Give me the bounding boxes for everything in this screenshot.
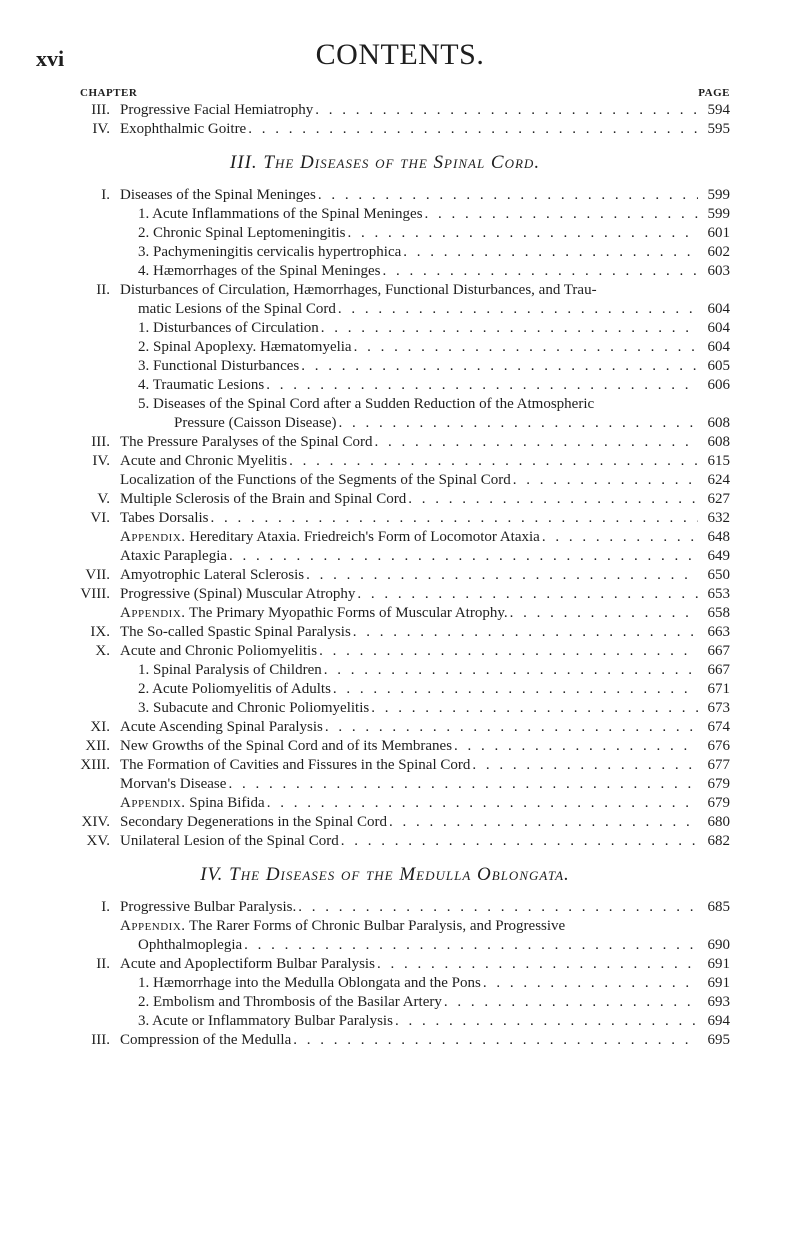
entry-final-line (120, 813, 730, 832)
page-ref: 594 (707, 102, 730, 118)
entry-body (120, 794, 730, 813)
entry-body (120, 955, 730, 974)
entry-title: Unilateral Lesion of the Spinal Cord (120, 833, 339, 849)
entry-final-line (120, 433, 730, 452)
page-ref: 679 (707, 776, 730, 792)
page-ref: 604 (707, 301, 730, 317)
dot-leader (444, 993, 698, 1012)
entry-final-line (120, 794, 730, 813)
chapter-number: VIII. (80, 586, 110, 602)
entry-final-line (120, 756, 730, 775)
entry-title: The Formation of Cavities and Fissures in the Spinal Cord (120, 757, 471, 773)
page-ref: 679 (707, 795, 730, 811)
entry-title: 4. Hæmorrhages of the Spinal Meninges (138, 263, 381, 279)
entry-body (138, 243, 730, 262)
entry-title: The So-called Spastic Spinal Paralysis (120, 624, 351, 640)
toc-entry (80, 186, 730, 205)
page-ref: 599 (707, 187, 730, 203)
dot-leader (228, 775, 698, 794)
entry-final-line (120, 490, 730, 509)
toc-entry (80, 661, 730, 680)
chapter-number: I. (101, 187, 110, 203)
table-of-contents (80, 101, 730, 1050)
entry-title: 3. Pachymeningitis cervicalis hypertrophica (138, 244, 402, 260)
dot-leader (454, 737, 698, 756)
chapter-number: IV. (92, 453, 110, 469)
page-ref: 694 (707, 1013, 730, 1029)
dot-leader (321, 319, 698, 338)
entry-title: Acute and Apoplectiform Bulbar Paralysis (120, 956, 375, 972)
entry-title: 1. Spinal Paralysis of Children (138, 662, 322, 678)
entry-body (120, 585, 730, 604)
entry-body (138, 224, 730, 243)
toc-entry (80, 718, 730, 737)
entry-final-line (138, 993, 730, 1012)
entry-final-line (120, 898, 730, 917)
entry-title: 1. Hæmorrhage into the Medulla Oblongata and the Pons (138, 975, 481, 991)
entry-final-line (138, 699, 730, 718)
dot-leader (374, 433, 698, 452)
entry-title: Appendix. Spina Bifida (120, 795, 265, 811)
dot-leader (382, 262, 698, 281)
entry-body (120, 509, 730, 528)
entry-body (138, 376, 730, 395)
entry-final-line (120, 1031, 730, 1050)
toc-entry (80, 737, 730, 756)
page-ref: 693 (707, 994, 730, 1010)
chapter-number: XIV. (81, 814, 110, 830)
entry-final-line (120, 547, 730, 566)
dot-leader (425, 205, 698, 224)
dot-leader (483, 974, 698, 993)
dot-leader (301, 357, 698, 376)
entry-title: 2. Spinal Apoplexy. Hæmatomyelia (138, 339, 352, 355)
toc-entry (80, 547, 730, 566)
toc-entry (80, 471, 730, 490)
toc-entry (80, 813, 730, 832)
dot-leader (211, 509, 698, 528)
dot-leader (338, 414, 698, 433)
entry-title: The Pressure Paralyses of the Spinal Cord (120, 434, 373, 450)
entry-body (138, 205, 730, 224)
toc-entry (80, 832, 730, 851)
page-ref: 671 (707, 681, 730, 697)
toc-entry (80, 262, 730, 281)
entry-final-line (138, 680, 730, 699)
entry-title: Localization of the Functions of the Segments of the Spinal Cord (120, 472, 511, 488)
page-ref: 673 (707, 700, 730, 716)
chapter-number: VII. (85, 567, 110, 583)
toc-entry (80, 101, 730, 120)
dot-leader (338, 300, 698, 319)
page-ref: 608 (707, 415, 730, 431)
entry-title: Ataxic Paraplegia (120, 548, 228, 564)
appendix-label: Appendix. (120, 918, 186, 934)
dot-leader (341, 832, 698, 851)
page-ref: 602 (707, 244, 730, 260)
entry-body (120, 120, 730, 139)
entry-final-line (120, 623, 730, 642)
entry-title: Acute Ascending Spinal Paralysis (120, 719, 323, 735)
dot-leader (318, 186, 698, 205)
entry-final-line (138, 205, 730, 224)
entry-final-line (138, 661, 730, 680)
entry-final-line (120, 471, 730, 490)
entry-title: Diseases of the Spinal Meninges (120, 187, 316, 203)
entry-final-line (120, 955, 730, 974)
entry-body (120, 433, 730, 452)
dot-leader (298, 898, 698, 917)
toc-entry (80, 756, 730, 775)
section-heading: IV. The Diseases of the Medulla Oblongata. (200, 864, 570, 885)
page-ref: 603 (707, 263, 730, 279)
entry-body (138, 661, 730, 680)
entry-title: Acute and Chronic Myelitis (120, 453, 288, 469)
entry-final-line (138, 262, 730, 281)
page-ref: 695 (707, 1032, 730, 1048)
entry-body (120, 832, 730, 851)
entry-final-line (120, 528, 730, 547)
page-ref: 691 (707, 956, 730, 972)
section-heading: III. The Diseases of the Spinal Cord. (229, 152, 541, 173)
entry-title: New Growths of the Spinal Cord and of its Membranes (120, 738, 453, 754)
entry-final-line (138, 414, 730, 433)
entry-text-line: 5. Diseases of the Spinal Cord after a Sudden Reduction of the Atmospheric (138, 396, 595, 412)
page-ref: 601 (707, 225, 730, 241)
dot-leader (377, 955, 698, 974)
entry-final-line (138, 243, 730, 262)
toc-entry (80, 376, 730, 395)
entry-final-line (120, 101, 730, 120)
chapter-number: XII. (85, 738, 110, 754)
page-ref: 615 (707, 453, 730, 469)
entry-body (120, 547, 730, 566)
toc-entry (80, 955, 730, 974)
appendix-label: Appendix. (120, 605, 186, 621)
entry-body (138, 974, 730, 993)
entry-final-line (120, 775, 730, 794)
entry-title: 3. Subacute and Chronic Poliomyelitis (138, 700, 370, 716)
page-ref: 674 (707, 719, 730, 735)
toc-entry (80, 1012, 730, 1031)
entry-final-line (120, 509, 730, 528)
chapter-number: X. (95, 643, 110, 659)
toc-entry (80, 528, 730, 547)
page-ref: 599 (707, 206, 730, 222)
dot-leader (347, 224, 698, 243)
entry-title: Compression of the Medulla (120, 1032, 292, 1048)
entry-final-line (138, 1012, 730, 1031)
toc-entry (80, 680, 730, 699)
entry-body (138, 680, 730, 699)
toc-entry (80, 794, 730, 813)
toc-entry (80, 338, 730, 357)
chapter-number: XI. (90, 719, 110, 735)
entry-body (120, 186, 730, 205)
dot-leader (289, 452, 698, 471)
entry-title: Pressure (Caisson Disease) (174, 415, 337, 431)
toc-entry (80, 205, 730, 224)
dot-leader (353, 623, 698, 642)
entry-title: Progressive Facial Hemiatrophy (120, 102, 314, 118)
dot-leader (315, 101, 698, 120)
entry-body (120, 737, 730, 756)
entry-final-line (120, 642, 730, 661)
page-ref: 691 (707, 975, 730, 991)
toc-entry (80, 395, 730, 433)
entry-body (120, 775, 730, 794)
toc-entry (80, 243, 730, 262)
entry-final-line (120, 452, 730, 471)
dot-leader (472, 756, 698, 775)
toc-entry (80, 224, 730, 243)
entry-final-line (138, 974, 730, 993)
entry-title: 2. Chronic Spinal Leptomeningitis (138, 225, 346, 241)
entry-body (120, 1031, 730, 1050)
page-number: xvi (36, 46, 65, 71)
entry-title: 2. Acute Poliomyelitis of Adults (138, 681, 331, 697)
page-ref: 604 (707, 339, 730, 355)
entry-body (120, 281, 730, 319)
chapter-number: VI. (90, 510, 110, 526)
chapter-number: IV. (92, 121, 110, 137)
toc-entry (80, 699, 730, 718)
entry-final-line (120, 718, 730, 737)
entry-title: 2. Embolism and Thrombosis of the Basilar Artery (138, 994, 442, 1010)
toc-entry (80, 917, 730, 955)
entry-title: Multiple Sclerosis of the Brain and Spinal Cord (120, 491, 407, 507)
chapter-number: IX. (90, 624, 110, 640)
appendix-label: Appendix. (120, 795, 186, 811)
entry-text-line: Appendix. The Rarer Forms of Chronic Bulbar Paralysis, and Progressive (120, 918, 566, 934)
page-ref: 605 (707, 358, 730, 374)
entry-title: Progressive Bulbar Paralysis. (120, 899, 297, 915)
entry-title: 1. Acute Inflammations of the Spinal Meninges (138, 206, 423, 222)
chapter-number: III. (91, 102, 110, 118)
entry-final-line (138, 338, 730, 357)
chapter-column-header: CHAPTER (80, 87, 138, 99)
chapter-number: XIII. (80, 757, 110, 773)
toc-entry (80, 623, 730, 642)
toc-entry (80, 452, 730, 471)
toc-entry (80, 566, 730, 585)
toc-entry (80, 509, 730, 528)
entry-final-line (120, 604, 730, 623)
toc-entry (80, 319, 730, 338)
toc-entry (80, 1031, 730, 1050)
toc-entry (80, 974, 730, 993)
entry-title: Tabes Dorsalis (120, 510, 209, 526)
page-ref: 649 (707, 548, 730, 564)
toc-entry (80, 490, 730, 509)
toc-entry (80, 357, 730, 376)
entry-body (120, 623, 730, 642)
entry-final-line (138, 319, 730, 338)
toc-entry (80, 120, 730, 139)
dot-leader (513, 471, 698, 490)
entry-body (138, 357, 730, 376)
dot-leader (408, 490, 698, 509)
entry-title: matic Lesions of the Spinal Cord (138, 301, 336, 317)
entry-body (120, 718, 730, 737)
dot-leader (244, 936, 698, 955)
entry-body (120, 566, 730, 585)
entry-body (120, 917, 730, 955)
page-ref: 690 (707, 937, 730, 953)
chapter-number: V. (97, 491, 110, 507)
chapter-number: I. (101, 899, 110, 915)
dot-leader (403, 243, 698, 262)
page-ref: 648 (707, 529, 730, 545)
entry-final-line (120, 120, 730, 139)
dot-leader (510, 604, 698, 623)
entry-final-line (138, 357, 730, 376)
dot-leader (293, 1031, 698, 1050)
entry-title: 3. Functional Disturbances (138, 358, 300, 374)
entry-title: Progressive (Spinal) Muscular Atrophy (120, 586, 356, 602)
dot-leader (542, 528, 698, 547)
entry-final-line (120, 585, 730, 604)
dot-leader (371, 699, 698, 718)
entry-title: 4. Traumatic Lesions (138, 377, 265, 393)
page-header (0, 34, 800, 74)
page-ref: 606 (707, 377, 730, 393)
entry-body (120, 490, 730, 509)
entry-body (120, 471, 730, 490)
entry-title: Secondary Degenerations in the Spinal Cord (120, 814, 388, 830)
dot-leader (357, 585, 698, 604)
page-ref: 667 (707, 643, 730, 659)
page-ref: 627 (707, 491, 730, 507)
page-ref: 676 (707, 738, 730, 754)
page-ref: 632 (707, 510, 730, 526)
toc-entry (80, 433, 730, 452)
dot-leader (324, 661, 698, 680)
entry-body (120, 101, 730, 120)
toc-entry (80, 993, 730, 1012)
entry-body (120, 642, 730, 661)
dot-leader (395, 1012, 698, 1031)
entry-body (120, 898, 730, 917)
dot-leader (266, 376, 698, 395)
dot-leader (319, 642, 698, 661)
entry-title: Appendix. The Primary Myopathic Forms of Muscular Atrophy. (120, 605, 508, 621)
entry-final-line (120, 936, 730, 955)
toc-entry (80, 585, 730, 604)
page-ref: 682 (707, 833, 730, 849)
entry-title: Exophthalmic Goitre (120, 121, 247, 137)
entry-body (120, 452, 730, 471)
entry-final-line (120, 186, 730, 205)
dot-leader (389, 813, 698, 832)
entry-title: Acute and Chronic Poliomyelitis (120, 643, 318, 659)
entry-final-line (120, 566, 730, 585)
page-ref: 680 (707, 814, 730, 830)
chapter-number: III. (91, 1032, 110, 1048)
page-ref: 663 (707, 624, 730, 640)
dot-leader (325, 718, 698, 737)
entry-body (120, 604, 730, 623)
page-ref: 604 (707, 320, 730, 336)
entry-title: Morvan's Disease (120, 776, 227, 792)
entry-title: Amyotrophic Lateral Sclerosis (120, 567, 305, 583)
entry-body (138, 699, 730, 718)
page-ref: 658 (707, 605, 730, 621)
entry-body (138, 338, 730, 357)
page-column-header: PAGE (698, 87, 730, 99)
dot-leader (229, 547, 698, 566)
entry-body (120, 528, 730, 547)
entry-final-line (120, 737, 730, 756)
entry-final-line (138, 224, 730, 243)
entry-body (138, 395, 730, 433)
entry-final-line (120, 832, 730, 851)
entry-text-line: Disturbances of Circulation, Hæmorrhages, Functional Disturbances, and Trau- (120, 282, 597, 298)
entry-final-line (120, 300, 730, 319)
page-ref: 624 (707, 472, 730, 488)
entry-title: 1. Disturbances of Circulation (138, 320, 319, 336)
entry-body (120, 813, 730, 832)
dot-leader (333, 680, 698, 699)
page-ref: 650 (707, 567, 730, 583)
chapter-number: II. (96, 282, 110, 298)
dot-leader (306, 566, 698, 585)
entry-title: 3. Acute or Inflammatory Bulbar Paralysis (138, 1013, 393, 1029)
page-ref: 595 (707, 121, 730, 137)
toc-entry (80, 642, 730, 661)
dot-leader (267, 794, 698, 813)
entry-body (138, 993, 730, 1012)
page-ref: 685 (707, 899, 730, 915)
dot-leader (354, 338, 698, 357)
chapter-number: II. (96, 956, 110, 972)
entry-body (138, 262, 730, 281)
entry-body (120, 756, 730, 775)
page-ref: 653 (707, 586, 730, 602)
toc-entry (80, 898, 730, 917)
page-ref: 608 (707, 434, 730, 450)
entry-body (138, 1012, 730, 1031)
running-title: CONTENTS. (315, 38, 485, 71)
toc-entry (80, 281, 730, 319)
entry-final-line (138, 376, 730, 395)
page-ref: 667 (707, 662, 730, 678)
entry-body (138, 319, 730, 338)
entry-title: Appendix. Hereditary Ataxia. Friedreich's Form of Locomotor Ataxia (120, 529, 540, 545)
page-ref: 677 (707, 757, 730, 773)
toc-entry (80, 604, 730, 623)
entry-title: Ophthalmoplegia (138, 937, 243, 953)
chapter-number: III. (91, 434, 110, 450)
toc-entry (80, 775, 730, 794)
chapter-number: XV. (86, 833, 110, 849)
dot-leader (248, 120, 698, 139)
appendix-label: Appendix. (120, 529, 186, 545)
